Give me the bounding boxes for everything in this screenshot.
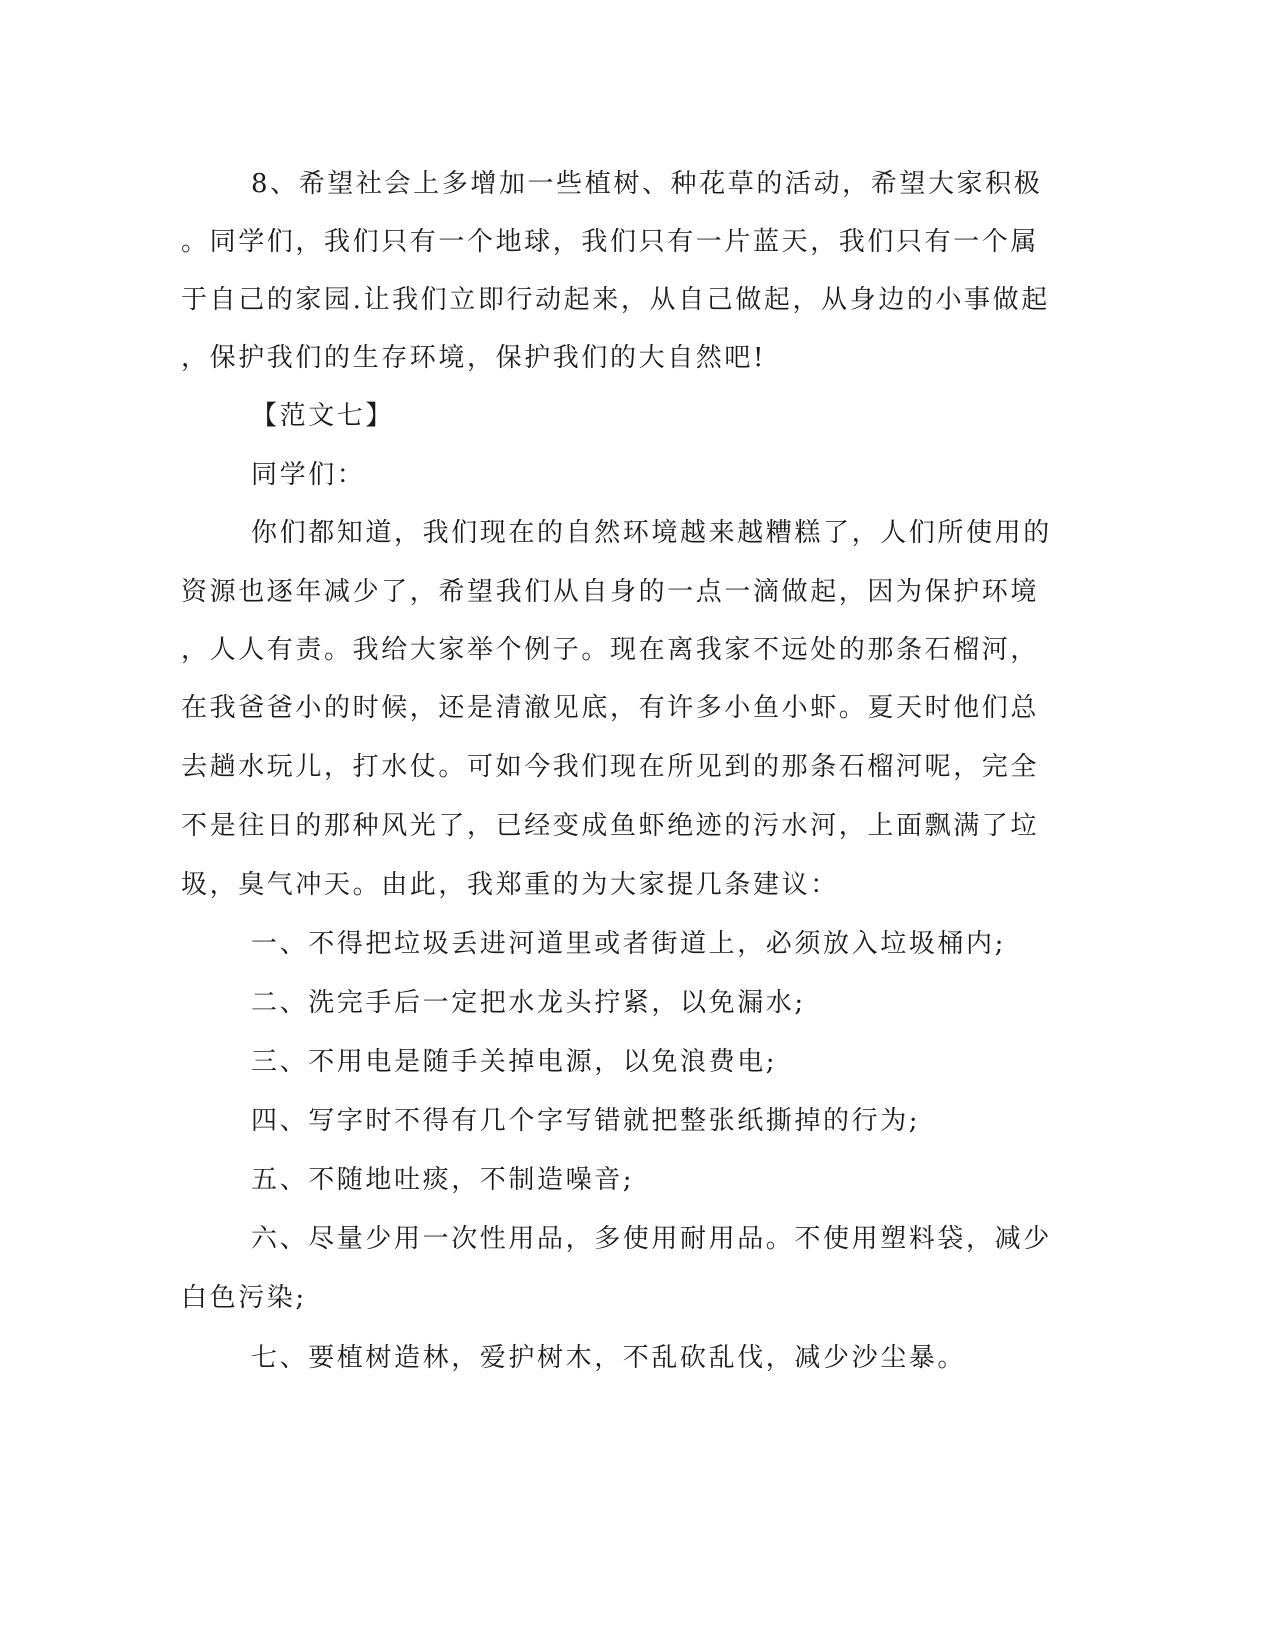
- list-item: 一、不得把垃圾丢进河道里或者街道上，必须放入垃圾桶内;: [251, 929, 1006, 959]
- list-item-continuation: 白色污染;: [181, 1283, 307, 1313]
- list-item: 六、尽量少用一次性用品，多使用耐用品。不使用塑料袋，减少: [251, 1224, 1052, 1254]
- list-item: 三、不用电是随手关掉电源，以免浪费电;: [251, 1047, 778, 1077]
- paragraph-line: 去趟水玩儿，打水仗。可如今我们现在所见到的那条石榴河呢，完全: [181, 752, 1040, 782]
- paragraph-line: 于自己的家园.让我们立即行动起来，从自己做起，从身边的小事做起: [181, 285, 1050, 315]
- section-heading: 【范文七】: [251, 401, 395, 431]
- salutation: 同学们：: [251, 460, 366, 490]
- paragraph-line: 不是往日的那种风光了，已经变成鱼虾绝迹的污水河，上面飘满了垃: [181, 811, 1040, 841]
- paragraph-line: ，保护我们的生存环境，保护我们的大自然吧!: [181, 343, 767, 373]
- paragraph-line: 在我爸爸小的时候，还是清澈见底，有许多小鱼小虾。夏天时他们总: [181, 693, 1040, 723]
- paragraph-line: 。同学们，我们只有一个地球，我们只有一片蓝天，我们只有一个属: [181, 227, 1040, 257]
- paragraph-line: 圾，臭气冲天。由此，我郑重的为大家提几条建议：: [181, 870, 839, 900]
- paragraph-line: 8、希望社会上多增加一些植树、种花草的活动，希望大家积极: [251, 169, 1043, 199]
- paragraph-line: 你们都知道，我们现在的自然环境越来越糟糕了，人们所使用的: [251, 518, 1052, 548]
- paragraph-line: ，人人有责。我给大家举个例子。现在离我家不远处的那条石榴河，: [181, 635, 1040, 665]
- list-item: 五、不随地吐痰，不制造噪音;: [251, 1165, 635, 1195]
- list-item: 七、要植树造林，爱护树木，不乱砍乱伐，减少沙尘暴。: [251, 1343, 967, 1373]
- list-item: 四、写字时不得有几个字写错就把整张纸撕掉的行为;: [251, 1106, 921, 1136]
- paragraph-line: 资源也逐年减少了，希望我们从自身的一点一滴做起，因为保护环境: [181, 577, 1040, 607]
- list-item: 二、洗完手后一定把水龙头拧紧，以免漏水;: [251, 988, 806, 1018]
